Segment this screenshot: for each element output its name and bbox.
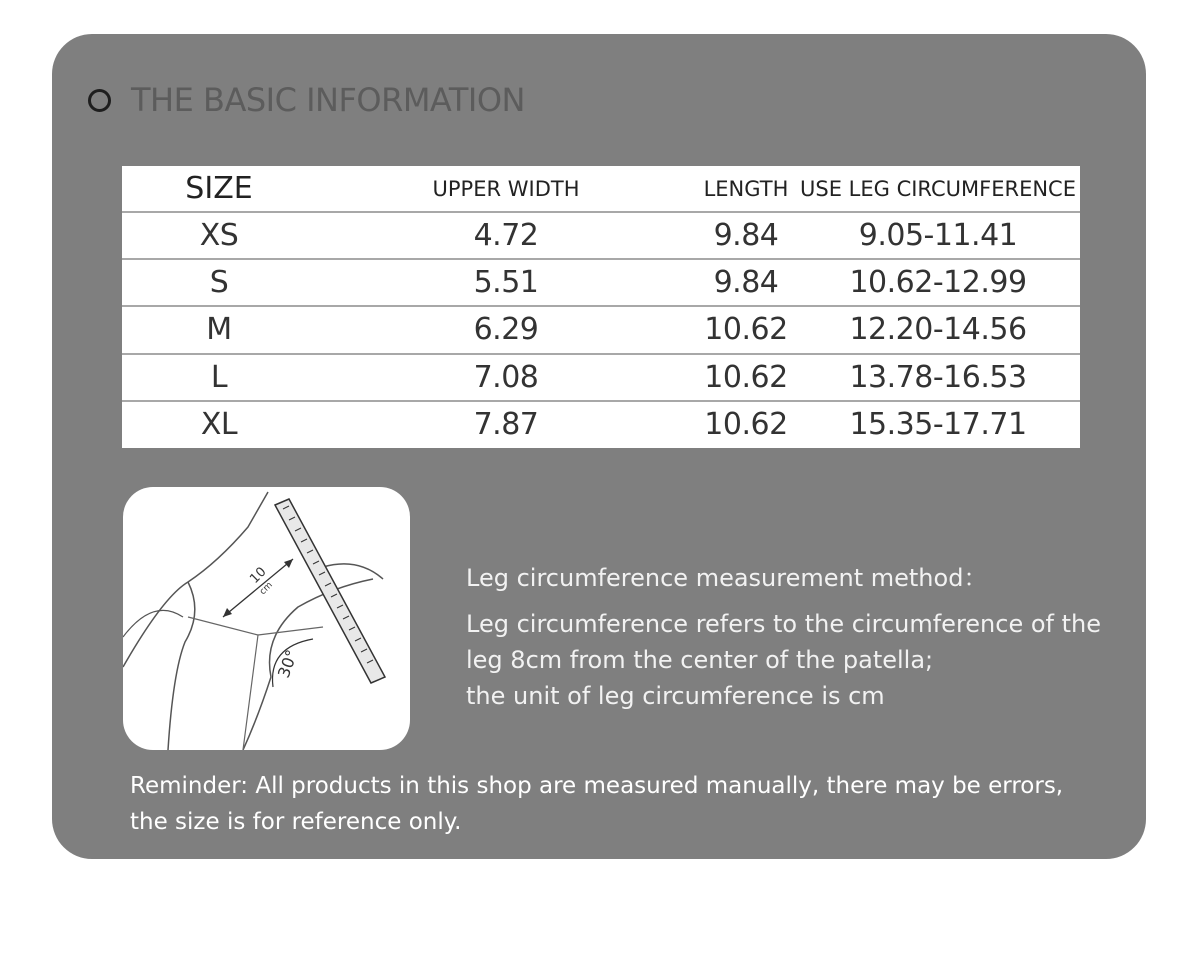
- reminder-line: Reminder: All products in this shop are measured manually, there may be errors,: [130, 773, 1064, 799]
- method-line: Leg circumference refers to the circumference of the: [466, 610, 1102, 638]
- distance-unit: cm: [258, 580, 275, 598]
- table-row: [122, 259, 1080, 306]
- table-row: [122, 401, 1080, 448]
- leg-measurement-diagram: [123, 487, 410, 750]
- size-cell: XL: [200, 407, 238, 443]
- table-header-row: [122, 166, 1080, 212]
- column-header-length: LENGTH: [696, 166, 796, 212]
- column-header-size: SIZE: [122, 166, 316, 212]
- circle-icon: [88, 89, 111, 112]
- upper-width-cell: 5.51: [316, 259, 696, 306]
- upper-width-cell: 6.29: [316, 306, 696, 353]
- length-cell: 10.62: [704, 407, 788, 443]
- upper-width-cell: 7.87: [473, 407, 539, 443]
- leg-circumference-cell: 13.78-16.53: [796, 354, 1080, 401]
- leg-illustration: [123, 487, 410, 750]
- table-row: [122, 354, 1080, 401]
- distance-label: 10: [247, 564, 270, 587]
- reminder-note: [130, 768, 1090, 840]
- size-cell: S: [122, 259, 316, 306]
- leg-circumference-cell: 9.05-11.41: [796, 212, 1080, 259]
- length-cell: 10.62: [696, 306, 796, 353]
- length-cell: 9.84: [696, 212, 796, 259]
- method-line: leg 8cm from the center of the patella;: [466, 646, 934, 674]
- column-header-upper-width: UPPER WIDTH: [316, 166, 696, 212]
- upper-width-cell: 7.08: [316, 354, 696, 401]
- angle-label: 30°: [273, 647, 302, 681]
- leg-circumference-cell: 12.20-14.56: [796, 306, 1080, 353]
- section-heading-text: THE BASIC INFORMATION: [131, 81, 525, 119]
- table-row: [122, 212, 1080, 259]
- table-row: [122, 306, 1080, 353]
- length-cell: 9.84: [696, 259, 796, 306]
- size-table: [122, 166, 1080, 448]
- size-cell: XS: [122, 212, 316, 259]
- leg-circumference-cell: 10.62-12.99: [796, 259, 1080, 306]
- method-line: the unit of leg circumference is cm: [466, 682, 885, 710]
- method-title: Leg circumference measurement method：: [466, 564, 988, 592]
- measurement-method: [466, 560, 1101, 714]
- section-heading: [88, 80, 525, 120]
- size-cell: L: [122, 354, 316, 401]
- size-cell: M: [122, 306, 316, 353]
- upper-width-cell: 4.72: [316, 212, 696, 259]
- length-cell: 10.62: [696, 354, 796, 401]
- leg-circumference-cell: 15.35-17.71: [849, 407, 1027, 443]
- column-header-leg-circumference: USE LEG CIRCUMFERENCE: [796, 166, 1080, 212]
- reminder-line: the size is for reference only.: [130, 809, 462, 835]
